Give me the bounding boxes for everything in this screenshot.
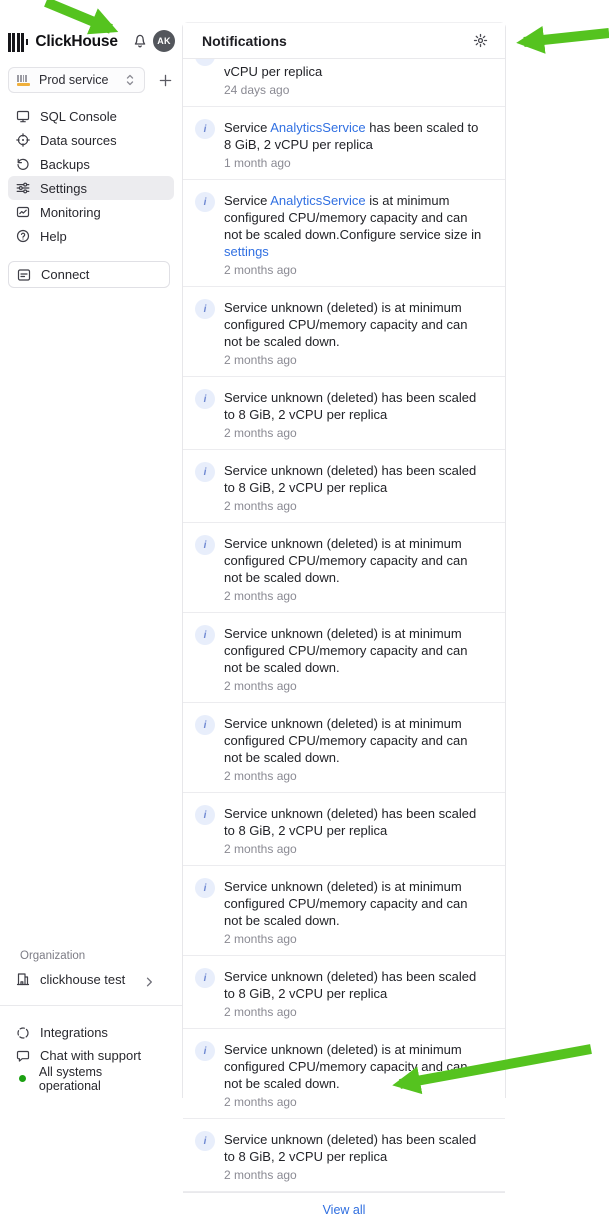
notification-text: vCPU per replica — [224, 64, 323, 79]
data-sources-icon — [16, 133, 30, 147]
status-label: All systems operational — [38, 1064, 103, 1093]
chevrons-updown-icon — [124, 73, 136, 87]
brand-name: ClickHouse — [35, 33, 118, 50]
chat-icon — [16, 1049, 30, 1063]
user-avatar[interactable]: AK — [153, 30, 175, 52]
sidebar-item-backups[interactable] — [8, 152, 174, 176]
notification-item[interactable] — [183, 450, 505, 523]
notification-item[interactable] — [183, 613, 505, 703]
notification-text: has been scaled to 8 GiB, 2 vCPU per replica — [224, 120, 479, 152]
notification-text: Service unknown (deleted) is at minimum configured CPU/memory capacity and can not be scaled down. — [224, 879, 468, 928]
notification-message — [224, 625, 489, 676]
sidebar-item-monitoring[interactable] — [8, 200, 174, 224]
sidebar-item-sql-console[interactable] — [8, 104, 174, 128]
integrations-icon — [16, 1026, 30, 1040]
notification-message — [224, 192, 489, 260]
notification-timestamp: 2 months ago — [224, 842, 297, 856]
notification-text: is at minimum configured CPU/memory capacity and can not be scaled down.Configure service size in — [224, 193, 482, 242]
notification-timestamp: 2 months ago — [224, 353, 297, 367]
notification-link[interactable]: AnalyticsService — [270, 120, 366, 135]
clickhouse-logo-icon — [8, 33, 28, 52]
service-selector[interactable] — [8, 67, 145, 93]
notification-timestamp: 2 months ago — [224, 426, 297, 440]
notification-message — [224, 1131, 489, 1165]
organization-icon — [16, 972, 30, 986]
service-icon — [17, 75, 30, 86]
notification-item[interactable] — [183, 523, 505, 613]
notification-text: Service unknown (deleted) has been scaled to 8 GiB, 2 vCPU per replica — [224, 390, 477, 422]
info-icon: i — [195, 968, 215, 988]
notification-item[interactable] — [183, 703, 505, 793]
notifications-footer — [183, 1192, 505, 1219]
sidebar-item-label: Backups — [40, 156, 90, 172]
notification-message — [224, 968, 489, 1002]
info-icon: i — [195, 715, 215, 735]
monitoring-icon — [16, 205, 30, 219]
notification-item[interactable] — [183, 866, 505, 956]
sidebar-divider — [0, 1005, 182, 1006]
notifications-list — [183, 59, 505, 1192]
info-icon: i — [195, 625, 215, 645]
system-status[interactable] — [8, 1064, 174, 1093]
notification-text: Service unknown (deleted) has been scaled to 8 GiB, 2 vCPU per replica — [224, 969, 477, 1001]
notification-message — [224, 878, 489, 929]
notification-timestamp: 2 months ago — [224, 932, 297, 946]
info-icon: i — [195, 805, 215, 825]
service-selector-value: Prod service — [39, 73, 109, 87]
notification-link[interactable]: settings — [224, 244, 269, 259]
notification-message — [224, 535, 489, 586]
notification-text: Service — [224, 193, 271, 208]
add-service-button[interactable] — [152, 67, 178, 93]
sidebar — [0, 0, 182, 1098]
sidebar-item-label: Integrations — [40, 1025, 108, 1040]
status-dot-icon — [19, 1075, 26, 1082]
notification-timestamp: 1 month ago — [224, 156, 291, 170]
notifications-header — [183, 23, 505, 59]
notification-timestamp: 2 months ago — [224, 769, 297, 783]
notification-message — [224, 299, 489, 350]
notifications-panel — [182, 22, 506, 1217]
notification-item[interactable] — [183, 956, 505, 1029]
notification-item[interactable] — [183, 107, 505, 180]
notification-message — [224, 119, 489, 153]
notification-message — [224, 715, 489, 766]
info-icon: i — [195, 192, 215, 212]
info-icon: i — [195, 462, 215, 482]
notification-timestamp: 2 months ago — [224, 679, 297, 693]
sql-console-icon — [16, 109, 30, 123]
sidebar-item-label: SQL Console — [40, 108, 117, 124]
info-icon: i — [195, 1131, 215, 1151]
notification-text: Service unknown (deleted) has been scaled to 8 GiB, 2 vCPU per replica — [224, 806, 477, 838]
notifications-title: Notifications — [202, 32, 287, 49]
sidebar-item-label: Help — [40, 228, 67, 244]
notification-item[interactable] — [183, 1119, 505, 1192]
notification-timestamp: 2 months ago — [224, 1168, 297, 1182]
notification-text: Service — [224, 120, 271, 135]
connect-icon — [17, 268, 31, 282]
notification-timestamp: 2 months ago — [224, 499, 297, 513]
sidebar-menu — [8, 104, 174, 248]
info-icon: i — [195, 878, 215, 898]
notification-text: Service unknown (deleted) is at minimum configured CPU/memory capacity and can not be scaled down. — [224, 300, 468, 349]
notification-timestamp: 2 months ago — [224, 263, 297, 277]
notification-message — [224, 1041, 489, 1092]
settings-icon — [16, 181, 30, 195]
info-icon: i — [195, 535, 215, 555]
notification-text: Service unknown (deleted) is at minimum configured CPU/memory capacity and can not be scaled down. — [224, 1042, 468, 1091]
notification-item[interactable] — [183, 180, 505, 287]
info-icon: i — [195, 389, 215, 409]
annotation-arrow-gear-icon — [524, 33, 609, 42]
sidebar-item-label: Data sources — [40, 132, 117, 148]
info-icon: i — [195, 1041, 215, 1061]
sidebar-item-help[interactable] — [8, 224, 174, 248]
info-icon: i — [195, 119, 215, 139]
connect-button[interactable] — [8, 261, 170, 288]
organization-switcher[interactable] — [8, 967, 174, 991]
brand — [8, 30, 118, 54]
sidebar-item-integrations[interactable] — [8, 1021, 174, 1044]
notification-text: Service unknown (deleted) has been scaled to 8 GiB, 2 vCPU per replica — [224, 463, 477, 495]
notification-message — [224, 462, 489, 496]
sidebar-item-settings[interactable] — [8, 176, 174, 200]
notification-text: Service unknown (deleted) has been scaled to 8 GiB, 2 vCPU per replica — [224, 1132, 477, 1164]
notification-timestamp: 2 months ago — [224, 1095, 297, 1109]
organization-section-label: Organization — [20, 950, 86, 962]
sidebar-item-label: Monitoring — [40, 204, 101, 220]
notification-message — [224, 389, 489, 423]
sidebar-item-label: Chat with support — [40, 1048, 142, 1063]
notification-timestamp: 2 months ago — [224, 589, 297, 603]
organization-name: clickhouse test — [40, 971, 126, 987]
sidebar-item-data-sources[interactable] — [8, 128, 174, 152]
backups-icon — [16, 157, 30, 171]
notification-timestamp: 2 months ago — [224, 1005, 297, 1019]
view-all-link[interactable]: View all — [322, 1203, 366, 1217]
notification-bell-icon[interactable] — [132, 33, 150, 51]
notification-item[interactable] — [183, 377, 505, 450]
notification-timestamp: 24 days ago — [224, 83, 290, 97]
connect-label: Connect — [41, 267, 90, 282]
sidebar-footer — [8, 1021, 174, 1093]
help-icon — [16, 229, 30, 243]
notification-text: Service unknown (deleted) is at minimum configured CPU/memory capacity and can not be scaled down. — [224, 626, 468, 675]
notification-text: Service unknown (deleted) is at minimum configured CPU/memory capacity and can not be scaled down. — [224, 716, 468, 765]
sidebar-item-label: Settings — [40, 180, 87, 196]
notification-item[interactable] — [183, 1029, 505, 1119]
notification-link[interactable]: AnalyticsService — [270, 193, 366, 208]
notification-item[interactable] — [183, 287, 505, 377]
info-icon: i — [195, 299, 215, 319]
notification-message — [224, 805, 489, 839]
notification-text: Service unknown (deleted) is at minimum configured CPU/memory capacity and can not be scaled down. — [224, 536, 468, 585]
chevron-right-icon — [145, 974, 154, 984]
notification-item[interactable] — [183, 793, 505, 866]
notifications-settings-gear-icon[interactable] — [473, 33, 489, 49]
